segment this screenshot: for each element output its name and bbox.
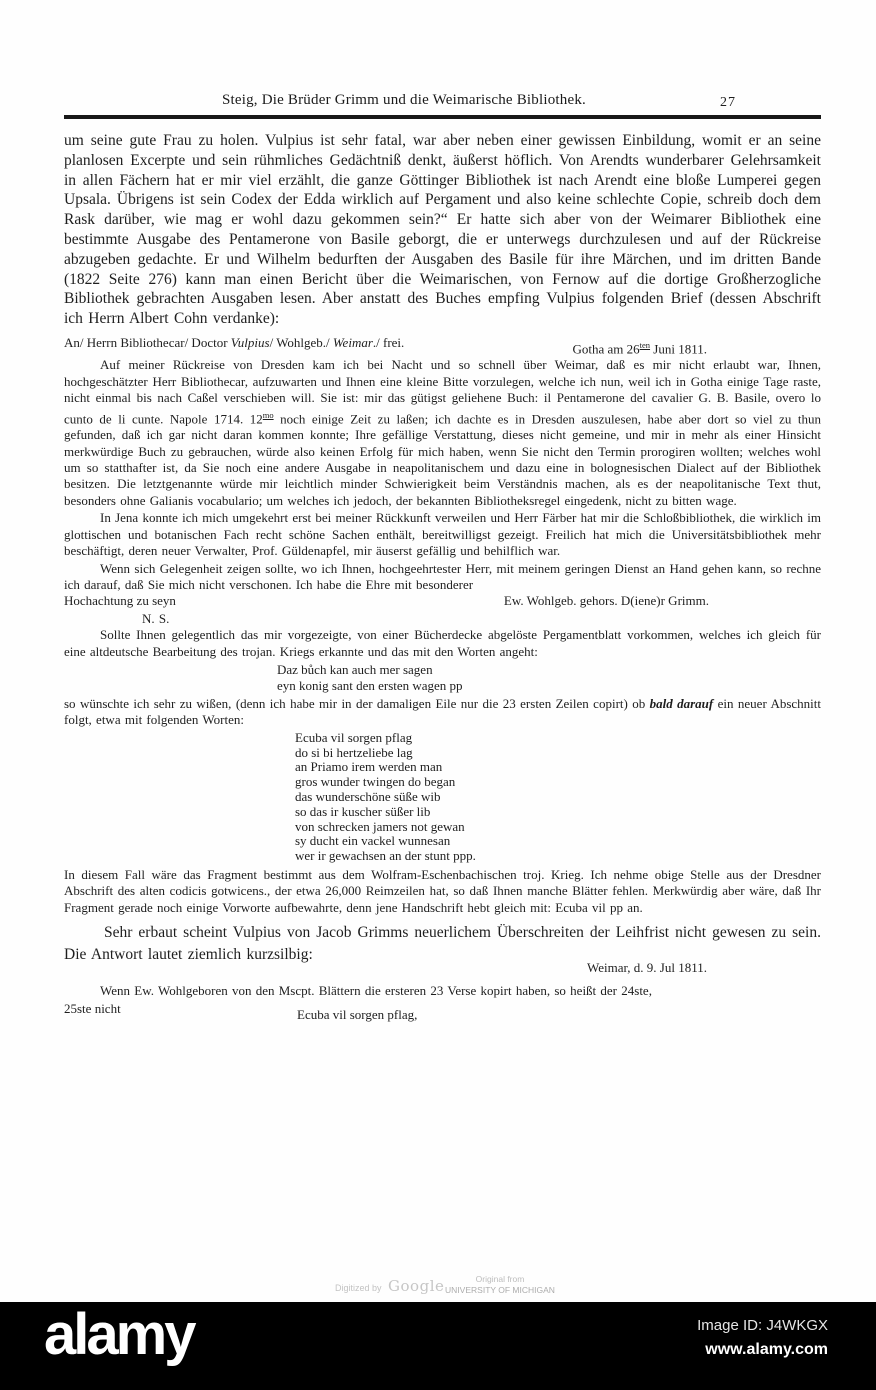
verse-line: Ecuba vil sorgen pflag <box>295 729 413 745</box>
letter-dateline-gotha <box>573 340 822 357</box>
letter-dateline-weimar: Weimar, d. 9. Jul 1811. <box>587 960 707 976</box>
google-logo: Google <box>388 1277 445 1295</box>
original-from-block <box>440 1274 560 1295</box>
page-header <box>64 92 821 126</box>
verse-line: do si bi hertzeliebe lag <box>295 744 413 760</box>
postscript-label: N. S. <box>142 610 170 626</box>
page-number: 27 <box>720 95 736 110</box>
letter-p1-text-a: Auf meiner Rückreise von Dresden kam ich bei Nacht und so schnell über Weimar, daß es mir nicht erlaubt war, Ihnen, hochgeschätzter Herr Bibliothecar, aufzuwarten und Ihnen eine kleine Bitte vorzulegen, welche ich nun, weil ich in Gotha einige Tage raste, nicht einmal bis nach Caßel verschieben will. Sie ist: mir das gütigst geliehene Buch: il Pentamerone del cavalier G. B. Basile, overo lo cunto de li cunte. Napole 1714. <box>64 357 821 426</box>
paragraph-main-1: um seine gute Frau zu holen. Vulpius ist sehr fatal, war aber neben einer gewissen Einbildung, womit er an seine planlosen Excerpte und sein rühmliches Gedächtniß denkt, äußerst höflich. Von Arendts wunderbarer Gelehrsamkeit in allen Fächern hat er mir viel erzählt, die ganze Göttinger Bibliothek ist nach Arendt eine bloße Lumperei gegen Upsala. Übrigens ist sein Codex der Edda wirklich auf Pergament und also keine schlechte Copie, schreib doch dem Rask darüber, wie mag er wohl dazu gekommen sein?“ Er hatte sich aber von der Weimarer Bibliothek eine bestimmte Ausgabe des Pentamerone von Basile geborgt, die er unterwegs durchzulesen und auf der Rückreise abzugeben gedachte. Er und Wilhelm bedurften der Ausgaben des Basile für ihre Märchen, und im dritten Bande (1822 Seite 276) kann man einen Bericht über die Weimarischen, von Fernow auf die dortige Großherzogliche Bibliothek gebrachten Ausgaben lesen. Aber anstatt des Buches empfing Vulpius folgenden Brief (dessen Abschrift ich Herrn Albert Cohn verdanke): <box>64 132 821 328</box>
alamy-watermark-bar <box>0 1302 876 1390</box>
letter2-line-1: Wenn Ew. Wohlgeboren von den Mscpt. Blättern die ersteren 23 Verse kopirt haben, so heißt der 24ste, <box>100 983 652 999</box>
header-rule <box>64 115 821 119</box>
address-text-1: An/ Herrn Bibliothecar/ Doctor <box>64 334 231 350</box>
alamy-meta-block <box>697 1317 828 1359</box>
letter-p5-text-b: ein neuer Abschnitt folgt, etwa mit folgenden Worten: <box>64 695 822 728</box>
original-from-label: Original from <box>475 1274 525 1284</box>
verse-quote-3: Ecuba vil sorgen pflag, <box>297 1006 418 1022</box>
address-name-weimar: Weimar <box>332 334 373 350</box>
dateline-text-1: Gotha am 26 <box>572 341 640 357</box>
letter-paragraph-5 <box>64 696 821 729</box>
verse-line: an Priamo irem werden man <box>295 759 443 775</box>
letter-salutation-row <box>64 334 821 357</box>
address-name-vulpius: Vulpius <box>230 334 270 350</box>
alamy-logo: alamy <box>44 1302 194 1367</box>
verse-line: gros wunder twingen do began <box>295 774 456 790</box>
format-superscript: mo <box>262 409 274 420</box>
verse-line: Daz bůch kan auch mer sagen <box>277 661 433 677</box>
digitized-by-label: Digitized by <box>335 1283 382 1293</box>
verse-line: von schrecken jamers not gewan <box>295 818 465 834</box>
image-id-text: Image ID: J4WKGX <box>697 1317 828 1334</box>
closing-phrase: Hochachtung zu seyn <box>64 593 176 609</box>
verse-line: so das ir kuscher süßer lib <box>295 803 431 819</box>
verse-quote-1 <box>64 662 821 695</box>
alamy-url-text: www.alamy.com <box>705 1341 828 1358</box>
signature: Ew. Wohlgeb. gehors. D(iene)r Grimm. <box>503 593 709 609</box>
address-text-2: / Wohlgeb./ <box>269 334 333 350</box>
paragraph-main-2: Sehr erbaut scheint Vulpius von Jacob Grimms neuerlichem Überschreiten der Leihfrist nicht gewesen zu sein. Die Antwort lautet ziemlich kurzsilbig: <box>64 924 821 964</box>
verse-quote-2 <box>64 731 821 864</box>
letter2-line-2: 25ste nicht <box>64 1000 121 1016</box>
digitized-by-google <box>335 1277 444 1295</box>
running-title: Steig, Die Brüder Grimm und die Weimarische Bibliothek. <box>221 92 587 108</box>
format-number: 12 <box>249 410 263 426</box>
dateline-superscript: ten <box>639 339 651 350</box>
letter-paragraph-6: In diesem Fall wäre das Fragment bestimmt aus dem Wolfram-Eschenbachischen troj. Krieg. Ich nehme obige Stelle aus der Dresdner Abschrift des alten codicis gotwicens., der etwa 26,000 Reimzeilen hat, so daß Ihnen manche Blätter fehlen. Merkwürdig aber wäre, daß Ihr Fragment gerade noch einige Vorworte aufbewahrte, denn jene Handschrift hebt gleich mit: Ecuba vil pp an. <box>64 866 821 915</box>
letter-p1-text-b: noch einige Zeit zu laßen; ich dachte es in Dresden auszulesen, habe aber dort so viel zu thun gefunden, daß ich gar nicht daran kommen konnte; Ihre gefällige Verstattung, dieses nicht gemeine, und mir in mehr als einer Hinsicht merkwürdige Buch zu gebrauchen, würde also keinen Erfolg für mich haben, wenn Sie nicht den Termin prorogiren wollten; welches wohl um so statthafter ist, da Sie noch eine andere Ausgabe in neapolitanischem und dazu eine in bolognesischen Dialect auf der Bibliothek besitzen. Die letztgenannte würde mir leichtlich minder Schwierigkeit beim Verständnis machen, als es der neapolitanische Text thut, besonders ohne Galianis vocabulario; um welches ich jedoch, der bekannten Bibliotheksregel eingedenk, nicht zu bitten wage. <box>64 410 821 508</box>
verse-line: sy ducht ein vackel wunnesan <box>295 833 451 849</box>
closing-signature-row <box>64 593 821 609</box>
institution-name: UNIVERSITY OF MICHIGAN <box>445 1285 555 1295</box>
verse-line: das wunderschöne süße wib <box>295 788 441 804</box>
verse-line: wer ir gewachsen an der stunt ppp. <box>295 848 476 864</box>
letter2-continuation-row <box>64 1001 821 1023</box>
letter-p5-text-a: so wünschte ich sehr zu wißen, (denn ich habe mir in der damaligen Eile nur die 23 ersten Zeilen copirt) ob <box>64 695 650 711</box>
letter-paragraph-1 <box>64 357 821 509</box>
dateline-text-2: Juni 1811. <box>650 341 707 357</box>
verse-line: eyn konig sant den ersten wagen pp <box>277 678 463 694</box>
letter-paragraph-2: In Jena konnte ich mich umgekehrt erst bei meiner Rückkunft verweilen und Herr Färber hat mir die Schloßbibliothek, die wirklich im glottischen und botanischen Fach recht schöne Sachen enthält, bereitwilligst gezeigt. Freilich hat mich die Universitätsbibliothek mehr beschäftigt, deren neuer Verwalter, Prof. Güldenapfel, mir äuserst gefällig und behilflich war. <box>64 510 821 559</box>
letter-address <box>64 335 404 352</box>
emphasis-bald-darauf: bald darauf <box>649 695 714 711</box>
letter-paragraph-3: Wenn sich Gelegenheit zeigen sollte, wo ich Ihnen, hochgeehrtester Herr, mit meinem geringen Dienst an Hand gehen kann, so rechne ich darauf, daß Sie mich nicht verschonen. Ich habe die Ehre mit besonderer <box>64 560 821 592</box>
letter-paragraph-4: Sollte Ihnen gelegentlich das mir vorgezeigte, von einer Bücherdecke abgelöste Pergamentblatt vorkommen, welches ich gleich für eine altdeutsche Bearbeitung des trojan. Kriegs erkannte und das mit den Worten angeht: <box>64 627 821 659</box>
address-text-3: ./ frei. <box>372 334 405 350</box>
text-column <box>64 131 821 1023</box>
